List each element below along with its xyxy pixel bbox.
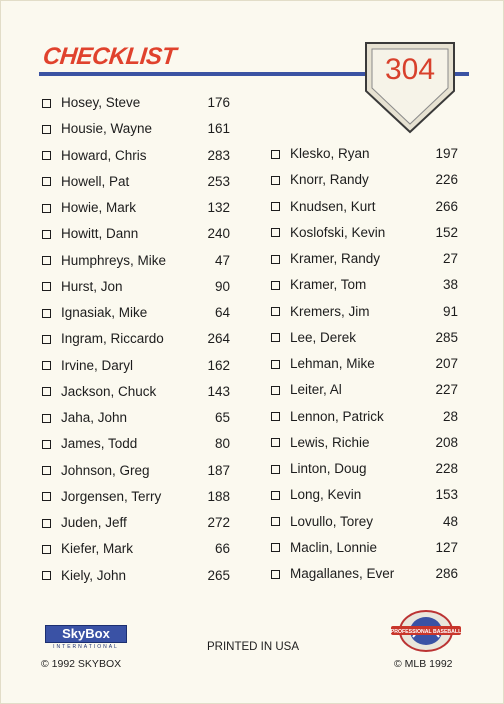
checkbox-icon[interactable] [271, 150, 280, 159]
player-name: Klesko, Ryan [290, 146, 370, 161]
checkbox-icon[interactable] [42, 519, 51, 528]
checkbox-icon[interactable] [42, 387, 51, 396]
checklist-row [271, 564, 458, 584]
card-number-value: 48 [442, 513, 458, 529]
checkbox-icon[interactable] [42, 204, 51, 213]
checklist-row [271, 485, 458, 505]
player-name: James, Todd [61, 436, 138, 452]
checklist-row [42, 93, 230, 113]
card-number-value: 188 [207, 488, 230, 504]
player-name: Hosey, Steve [61, 95, 141, 110]
card-number-value: 286 [435, 566, 458, 581]
card-number-value: 162 [207, 357, 230, 373]
player-name: Howell, Pat [61, 173, 130, 189]
checkbox-icon[interactable] [42, 571, 51, 580]
checkbox-icon[interactable] [42, 309, 51, 318]
player-name: Maclin, Lonnie [290, 539, 378, 555]
player-name: Kremers, Jim [290, 303, 370, 319]
card-number-value: 285 [435, 329, 458, 345]
card-number-value: 264 [207, 331, 230, 347]
card-number-value: 226 [435, 172, 458, 188]
checkbox-icon[interactable] [271, 412, 280, 421]
player-name: Lehman, Mike [290, 356, 375, 371]
player-name: Howie, Mark [61, 200, 137, 215]
checkbox-icon[interactable] [271, 228, 280, 237]
player-name: Kiely, John [61, 567, 127, 583]
player-name: Lennon, Patrick [290, 408, 384, 424]
card-number-value: 132 [207, 200, 230, 215]
checkbox-icon[interactable] [271, 307, 280, 316]
card-number-value: 127 [435, 539, 458, 555]
card-number-value: 176 [207, 95, 230, 110]
card-number-value: 227 [435, 382, 458, 398]
player-name: Leiter, Al [290, 382, 342, 398]
player-name: Knudsen, Kurt [290, 198, 376, 214]
skybox-logo-text: SkyBox [45, 625, 127, 643]
card-number-value: 91 [442, 303, 458, 319]
checkbox-icon[interactable] [42, 230, 51, 239]
checkbox-icon[interactable] [42, 545, 51, 554]
checkbox-icon[interactable] [42, 177, 51, 186]
checklist-row [42, 251, 230, 271]
checklist-row [271, 407, 458, 427]
checklist-row [42, 356, 230, 376]
checklist-row [42, 408, 230, 428]
checklist-row [42, 487, 230, 507]
checklist-row [42, 461, 230, 481]
checklist-row [42, 566, 230, 586]
player-name: Linton, Doug [290, 461, 367, 476]
checkbox-icon[interactable] [42, 151, 51, 160]
card-number-value: 64 [214, 305, 230, 320]
player-name: Kramer, Randy [290, 251, 381, 266]
checkbox-icon[interactable] [42, 125, 51, 134]
checklist-row [271, 328, 458, 348]
player-name: Howitt, Dann [61, 226, 139, 242]
checkbox-icon[interactable] [42, 466, 51, 475]
card-number-value: 208 [435, 434, 458, 450]
card-number-value: 187 [207, 462, 230, 478]
checklist-row [42, 513, 230, 533]
player-name: Hurst, Jon [61, 278, 123, 294]
player-name: Koslofski, Kevin [290, 224, 386, 240]
checklist-row [271, 354, 458, 374]
card-number-value: 66 [214, 541, 230, 557]
mlb-logo-text: PROFESSIONAL BASEBALL [390, 629, 462, 635]
player-name: Kiefer, Mark [61, 541, 134, 557]
player-name: Jaha, John [61, 410, 128, 425]
printed-in-usa: PRINTED IN USA [207, 641, 300, 653]
player-name: Ignasiak, Mike [61, 305, 148, 320]
checklist-row [271, 433, 458, 453]
checklist-row [271, 223, 458, 243]
checkbox-icon[interactable] [271, 386, 280, 395]
player-name: Juden, Jeff [61, 515, 127, 530]
card-number-value: 38 [442, 277, 458, 293]
checkbox-icon[interactable] [271, 491, 280, 500]
checklist-row [271, 538, 458, 558]
checklist-row [42, 382, 230, 402]
card-number-value: 266 [435, 198, 458, 214]
checkbox-icon[interactable] [42, 99, 51, 108]
checklist-row [42, 539, 230, 559]
player-name: Knorr, Randy [290, 172, 369, 188]
checkbox-icon[interactable] [271, 517, 280, 526]
checkbox-icon[interactable] [42, 414, 51, 423]
checkbox-icon[interactable] [271, 438, 280, 447]
card-number-value: 143 [207, 383, 230, 399]
player-name: Jackson, Chuck [61, 383, 157, 399]
checklist-row [42, 119, 230, 139]
page-title: CHECKLIST [41, 43, 178, 70]
player-name: Humphreys, Mike [61, 252, 167, 268]
skybox-logo-subtext: INTERNATIONAL [53, 644, 119, 650]
card-number-value: 228 [435, 461, 458, 476]
checklist-row [271, 302, 458, 322]
checkbox-icon[interactable] [271, 543, 280, 552]
checklist-row [42, 303, 230, 323]
checklist-row [42, 224, 230, 244]
card-number-value: 253 [207, 173, 230, 189]
card-number-value: 90 [214, 278, 230, 294]
checklist-row [271, 144, 458, 164]
player-name: Magallanes, Ever [290, 566, 395, 581]
player-name: Housie, Wayne [61, 121, 153, 137]
player-name: Johnson, Greg [61, 462, 150, 478]
checkbox-icon[interactable] [42, 282, 51, 291]
card-number-value: 152 [435, 224, 458, 240]
copyright-mlb: © MLB 1992 [394, 658, 453, 670]
card-number-value: 197 [435, 146, 458, 161]
checkbox-icon[interactable] [42, 440, 51, 449]
player-name: Lewis, Richie [290, 434, 370, 450]
checklist-row [271, 512, 458, 532]
checkbox-icon[interactable] [271, 360, 280, 369]
card-number-value: 80 [214, 436, 230, 452]
checkbox-icon[interactable] [271, 570, 280, 579]
checkbox-icon[interactable] [271, 465, 280, 474]
checklist-row [42, 434, 230, 454]
card-number-value: 28 [442, 408, 458, 424]
checklist-row [42, 198, 230, 218]
card-number-value: 153 [435, 487, 458, 503]
card-number-value: 207 [435, 356, 458, 371]
checklist-row [42, 146, 230, 166]
card-number: 304 [384, 53, 436, 86]
checklist-row [271, 380, 458, 400]
checkbox-icon[interactable] [271, 255, 280, 264]
checkbox-icon[interactable] [271, 281, 280, 290]
card-number-value: 65 [214, 410, 230, 425]
checklist-row [271, 249, 458, 269]
checklist-row [271, 275, 458, 295]
checkbox-icon[interactable] [42, 256, 51, 265]
player-name: Long, Kevin [290, 487, 362, 503]
player-name: Kramer, Tom [290, 277, 367, 293]
checkbox-icon[interactable] [42, 335, 51, 344]
checklist-row [271, 170, 458, 190]
checklist-row [271, 459, 458, 479]
player-name: Ingram, Riccardo [61, 331, 164, 347]
checklist-row [42, 277, 230, 297]
checkbox-icon[interactable] [42, 361, 51, 370]
card-number-value: 240 [207, 226, 230, 242]
card-number-value: 47 [214, 252, 230, 268]
card-number-value: 161 [207, 121, 230, 137]
player-name: Lovullo, Torey [290, 513, 374, 529]
checkbox-icon[interactable] [271, 176, 280, 185]
player-name: Howard, Chris [61, 147, 147, 163]
player-name: Irvine, Daryl [61, 357, 134, 373]
checkbox-icon[interactable] [42, 492, 51, 501]
player-name: Lee, Derek [290, 329, 357, 345]
checklist-row [271, 197, 458, 217]
player-name: Jorgensen, Terry [61, 488, 162, 504]
checkbox-icon[interactable] [271, 333, 280, 342]
checkbox-icon[interactable] [271, 202, 280, 211]
skybox-logo [45, 625, 127, 653]
card-number-value: 27 [442, 251, 458, 266]
mlb-logo [389, 607, 463, 657]
card-number-value: 265 [207, 567, 230, 583]
checklist-row [42, 172, 230, 192]
card-number-value: 272 [207, 515, 230, 530]
card-number-value: 283 [207, 147, 230, 163]
checklist-row [42, 329, 230, 349]
copyright-skybox: © 1992 SKYBOX [41, 658, 122, 670]
